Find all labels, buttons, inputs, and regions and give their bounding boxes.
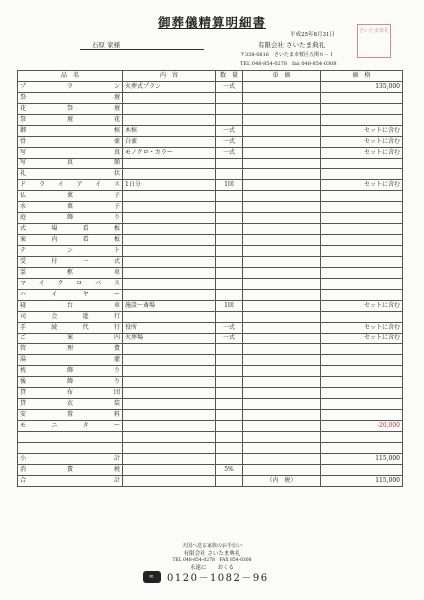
row-content	[123, 399, 216, 410]
footer-tagline: 天国へ送る家族のお手伝い	[181, 543, 242, 549]
row-qty	[216, 431, 243, 442]
row-qty	[216, 235, 243, 246]
table-row	[18, 333, 403, 344]
table-row	[18, 92, 403, 103]
table-row	[18, 322, 403, 333]
row-unit-price	[243, 431, 321, 442]
row-price	[321, 202, 403, 213]
row-item: 庭飾り	[18, 213, 123, 224]
row-unit-price	[243, 322, 321, 333]
row-item: ご案内	[18, 333, 123, 344]
table-row	[18, 355, 403, 366]
total-qty	[216, 475, 243, 486]
table-row	[18, 235, 403, 246]
row-unit-price	[243, 114, 321, 125]
row-qty	[216, 191, 243, 202]
row-content	[123, 158, 216, 169]
table-row	[18, 125, 403, 136]
table-row	[18, 300, 403, 311]
table-row	[18, 191, 403, 202]
row-price	[321, 355, 403, 366]
row-unit-price	[243, 300, 321, 311]
row-price	[321, 410, 403, 421]
row-unit-price	[243, 388, 321, 399]
row-qty	[216, 224, 243, 235]
row-qty	[216, 169, 243, 180]
row-unit-price	[243, 81, 321, 92]
row-content	[123, 344, 216, 355]
row-qty	[216, 246, 243, 257]
row-qty	[216, 213, 243, 224]
row-price	[321, 224, 403, 235]
table-row	[18, 147, 403, 158]
row-content	[123, 114, 216, 125]
row-unit-price	[243, 344, 321, 355]
row-item: 管理費	[18, 344, 123, 355]
row-unit-price	[243, 180, 321, 191]
row-content: 1日分	[123, 180, 216, 191]
tax-unit	[243, 464, 321, 475]
row-price: セットに含む	[321, 333, 403, 344]
company-address: 〒338-0816 さいたま市桜区五関６－１	[240, 52, 334, 58]
row-unit-price	[243, 158, 321, 169]
table-row	[18, 213, 403, 224]
row-content: 火葬場	[123, 333, 216, 344]
table-row	[18, 246, 403, 257]
row-price: 135,000	[321, 81, 403, 92]
row-item: 枕飾り	[18, 366, 123, 377]
table-row	[18, 103, 403, 114]
company-tel: TEL 048-854-0278 fax 048-854-0308	[240, 61, 337, 67]
table-row	[18, 410, 403, 421]
row-item: 受付一式	[18, 256, 123, 267]
row-content	[123, 169, 216, 180]
row-qty	[216, 202, 243, 213]
table-row	[18, 202, 403, 213]
row-price: セットに含む	[321, 322, 403, 333]
row-unit-price	[243, 92, 321, 103]
table-row	[18, 158, 403, 169]
row-price	[321, 399, 403, 410]
row-qty	[216, 158, 243, 169]
row-price	[321, 311, 403, 322]
row-unit-price	[243, 366, 321, 377]
table-header-row	[18, 71, 403, 82]
tax-included-note: （内 税）	[243, 475, 321, 486]
row-item: 後飾り	[18, 377, 123, 388]
table-row	[18, 224, 403, 235]
row-unit-price	[243, 125, 321, 136]
row-content	[123, 431, 216, 442]
row-item: 霊柩車	[18, 267, 123, 278]
table-row	[18, 431, 403, 442]
row-price	[321, 431, 403, 442]
row-item: 祭壇	[18, 92, 123, 103]
total-value: 115,000	[321, 475, 403, 486]
row-item: 仏菓子	[18, 191, 123, 202]
header-unit-price: 単 価	[243, 71, 321, 82]
table-row	[18, 278, 403, 289]
row-qty: 1回	[216, 180, 243, 191]
table-row	[18, 399, 403, 410]
row-unit-price	[243, 421, 321, 432]
row-price	[321, 278, 403, 289]
row-item: 案内看板	[18, 235, 123, 246]
row-qty: 一式	[216, 81, 243, 92]
row-qty	[216, 366, 243, 377]
subtotal-row	[18, 453, 403, 464]
row-unit-price	[243, 399, 321, 410]
tax-row	[18, 464, 403, 475]
row-qty: 一式	[216, 125, 243, 136]
seal-text: さいたま典礼	[358, 28, 389, 34]
total-label: 合計	[18, 475, 123, 486]
freedial-number: 0120－1082－96	[167, 573, 269, 584]
row-price	[321, 289, 403, 300]
row-item: 御棺	[18, 125, 123, 136]
row-content: 役所	[123, 322, 216, 333]
table-row	[18, 388, 403, 399]
row-item: 花祭壇	[18, 103, 123, 114]
row-price	[321, 256, 403, 267]
table-row	[18, 377, 403, 388]
row-price	[321, 92, 403, 103]
row-unit-price	[243, 333, 321, 344]
row-qty	[216, 267, 243, 278]
row-qty: 一式	[216, 333, 243, 344]
row-item: 貸衣装	[18, 399, 123, 410]
subtotal-unit	[243, 453, 321, 464]
row-price	[321, 366, 403, 377]
footer-contact: TEL 048-854-0278 FAX 854-0308	[172, 558, 252, 563]
row-price	[321, 213, 403, 224]
table-row	[18, 180, 403, 191]
row-price	[321, 158, 403, 169]
document-title: 御葬儀精算明細書	[157, 15, 266, 30]
row-price	[321, 377, 403, 388]
row-content	[123, 311, 216, 322]
row-unit-price	[243, 442, 321, 453]
row-content	[123, 410, 216, 421]
row-item: ドライアイス	[18, 180, 123, 191]
table-row	[18, 136, 403, 147]
row-qty: 一式	[216, 136, 243, 147]
row-unit-price	[243, 235, 321, 246]
table-row	[18, 421, 403, 432]
row-qty	[216, 421, 243, 432]
row-unit-price	[243, 103, 321, 114]
row-price: -20,000	[321, 421, 403, 432]
row-unit-price	[243, 377, 321, 388]
row-item: モニター	[18, 421, 123, 432]
total-content	[123, 475, 216, 486]
table-row	[18, 311, 403, 322]
row-unit-price	[243, 410, 321, 421]
freedial-line	[143, 569, 269, 584]
row-qty	[216, 344, 243, 355]
row-qty	[216, 442, 243, 453]
row-qty	[216, 289, 243, 300]
row-content	[123, 202, 216, 213]
row-content: 施設～斎場	[123, 300, 216, 311]
row-qty: 一式	[216, 147, 243, 158]
row-qty	[216, 377, 243, 388]
header-item: 品 名	[18, 71, 123, 82]
row-price	[321, 388, 403, 399]
company-name: 有限会社 さいたま典礼	[258, 41, 326, 49]
row-item: プラン	[18, 81, 123, 92]
row-content: モノクロ・カラー	[123, 147, 216, 158]
row-unit-price	[243, 147, 321, 158]
row-content	[123, 224, 216, 235]
row-price: セットに含む	[321, 136, 403, 147]
row-content	[123, 213, 216, 224]
row-qty	[216, 92, 243, 103]
row-qty	[216, 114, 243, 125]
row-content	[123, 191, 216, 202]
row-content	[123, 278, 216, 289]
row-qty	[216, 410, 243, 421]
row-item: 司会進行	[18, 311, 123, 322]
issue-date: 平成25年8月31日	[290, 32, 335, 38]
row-qty: 一式	[216, 322, 243, 333]
tax-rate: 5%	[216, 464, 243, 475]
row-item: 写真額	[18, 158, 123, 169]
tax-label: 消費税	[18, 464, 123, 475]
header-qty: 数 量	[216, 71, 243, 82]
table-row	[18, 344, 403, 355]
row-content	[123, 246, 216, 257]
header-price: 価 格	[321, 71, 403, 82]
table-row	[18, 256, 403, 267]
row-item: 手続代行	[18, 322, 123, 333]
row-unit-price	[243, 191, 321, 202]
row-price	[321, 191, 403, 202]
row-content: 火葬式プラン	[123, 81, 216, 92]
total-row	[18, 475, 403, 486]
row-price	[321, 246, 403, 257]
row-content	[123, 289, 216, 300]
row-content	[123, 366, 216, 377]
row-price: セットに含む	[321, 147, 403, 158]
row-unit-price	[243, 202, 321, 213]
row-price	[321, 169, 403, 180]
row-unit-price	[243, 224, 321, 235]
footer-company: 有限会社 さいたま典礼	[183, 551, 241, 557]
row-price	[321, 344, 403, 355]
row-item: 寝台車	[18, 300, 123, 311]
row-unit-price	[243, 213, 321, 224]
header-content: 内 容	[123, 71, 216, 82]
row-item: 礼状	[18, 169, 123, 180]
row-content	[123, 256, 216, 267]
row-price	[321, 442, 403, 453]
row-item: 祭壇花	[18, 114, 123, 125]
row-content	[123, 103, 216, 114]
row-qty	[216, 355, 243, 366]
subtotal-label: 小計	[18, 453, 123, 464]
row-item: マイクロバス	[18, 278, 123, 289]
table-row	[18, 442, 403, 453]
freedial-icon: ∞	[143, 571, 161, 583]
statement-table	[17, 70, 403, 487]
table-row	[18, 267, 403, 278]
table-row	[18, 366, 403, 377]
table-row	[18, 114, 403, 125]
row-qty: 1回	[216, 300, 243, 311]
row-qty	[216, 103, 243, 114]
row-price	[321, 235, 403, 246]
row-qty	[216, 278, 243, 289]
table-row	[18, 289, 403, 300]
row-item: テント	[18, 246, 123, 257]
row-item: 写真	[18, 147, 123, 158]
table-row	[18, 81, 403, 92]
row-content	[123, 267, 216, 278]
row-content	[123, 388, 216, 399]
subtotal-qty	[216, 453, 243, 464]
row-price	[321, 103, 403, 114]
row-price	[321, 114, 403, 125]
row-content	[123, 442, 216, 453]
company-seal	[357, 24, 391, 58]
row-content: 木棺	[123, 125, 216, 136]
footer-slogan: 永遠に おくる	[189, 565, 234, 571]
subtotal-content	[123, 453, 216, 464]
row-item: ハイヤー	[18, 289, 123, 300]
row-unit-price	[243, 246, 321, 257]
row-item: 安置料	[18, 410, 123, 421]
tax-value	[321, 464, 403, 475]
row-unit-price	[243, 311, 321, 322]
row-price: セットに含む	[321, 300, 403, 311]
row-item: 貸布団	[18, 388, 123, 399]
row-qty	[216, 388, 243, 399]
row-qty	[216, 311, 243, 322]
row-content	[123, 421, 216, 432]
row-price: セットに含む	[321, 180, 403, 191]
recipient-name: 石原 家様	[80, 40, 204, 50]
row-item: 湯灌	[18, 355, 123, 366]
row-content	[123, 92, 216, 103]
row-unit-price	[243, 278, 321, 289]
row-content	[123, 235, 216, 246]
row-unit-price	[243, 256, 321, 267]
subtotal-value: 115,000	[321, 453, 403, 464]
row-unit-price	[243, 267, 321, 278]
row-content	[123, 377, 216, 388]
row-price: セットに含む	[321, 125, 403, 136]
row-item: 骨壷	[18, 136, 123, 147]
row-unit-price	[243, 355, 321, 366]
row-unit-price	[243, 136, 321, 147]
row-content	[123, 355, 216, 366]
row-item	[18, 431, 123, 442]
row-price	[321, 267, 403, 278]
row-qty	[216, 399, 243, 410]
row-item: 水菓子	[18, 202, 123, 213]
row-item: 式場看板	[18, 224, 123, 235]
row-content: 白壷	[123, 136, 216, 147]
tax-content	[123, 464, 216, 475]
row-item	[18, 442, 123, 453]
table-row	[18, 169, 403, 180]
row-unit-price	[243, 289, 321, 300]
row-unit-price	[243, 169, 321, 180]
row-qty	[216, 256, 243, 267]
